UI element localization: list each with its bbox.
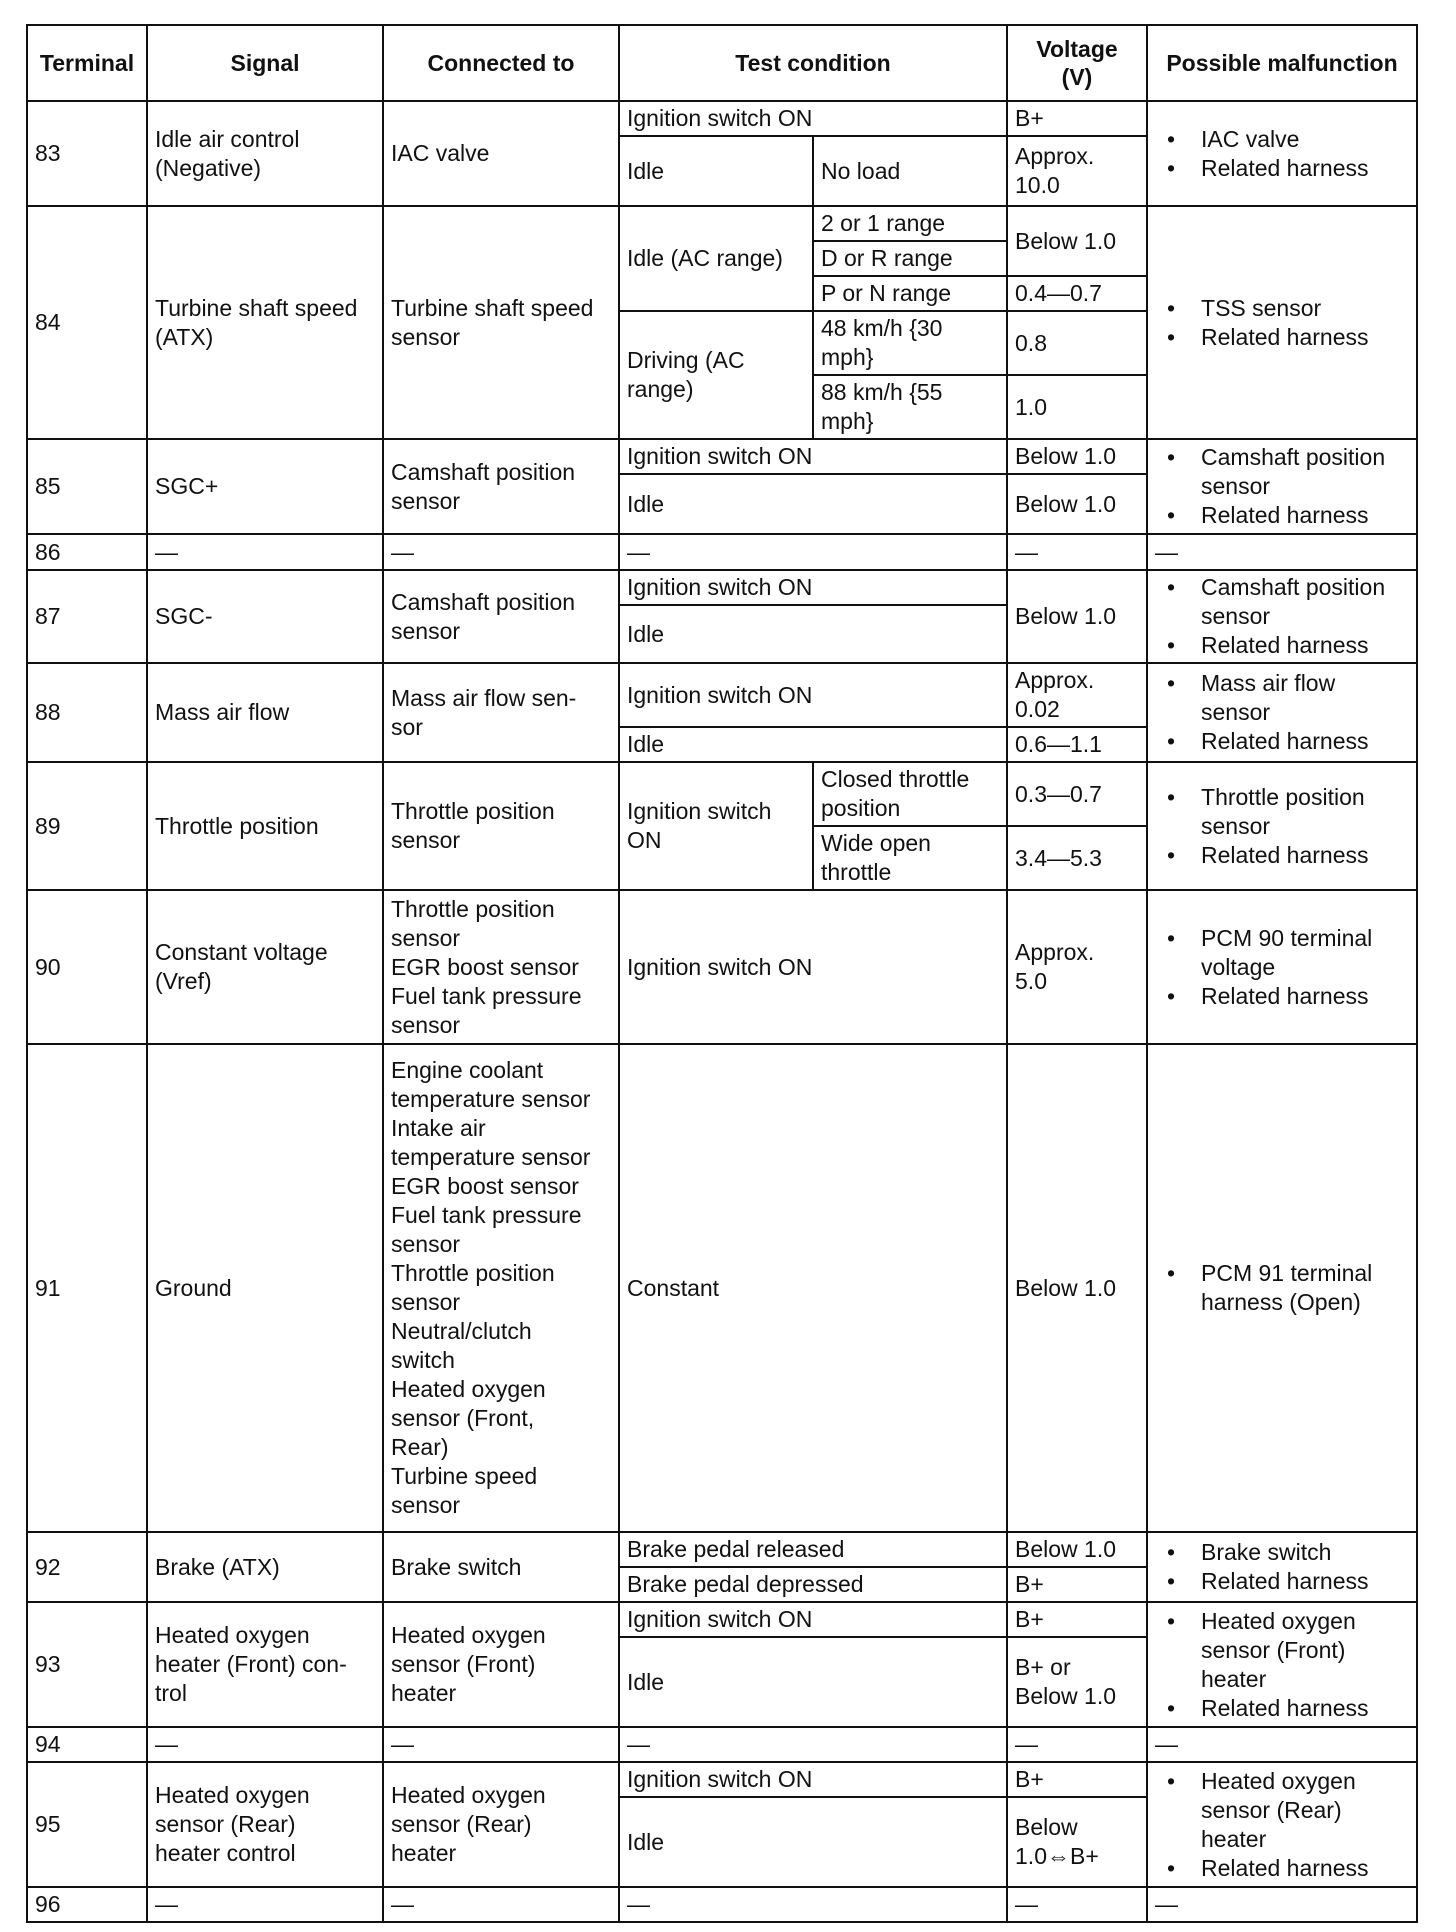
terminal-cell: 91	[27, 1044, 147, 1532]
signal-cell: Throttle position	[147, 762, 383, 890]
malfunction-item: • Heated oxygen sensor (Front) heater	[1161, 1607, 1409, 1694]
signal-cell: Idle air control (Negative)	[147, 101, 383, 206]
table-row	[27, 762, 1417, 826]
malfunction-item: • Related harness	[1161, 1694, 1409, 1723]
malfunction-cell	[1147, 1532, 1417, 1602]
voltage-cell: Below 1.0	[1007, 570, 1147, 663]
voltage-cell: Approx. 0.02	[1007, 663, 1147, 727]
empty-cell: —	[1147, 534, 1417, 570]
connected-to-cell: Camshaft position sensor	[383, 439, 619, 534]
voltage-cell: 1.0	[1007, 375, 1147, 439]
table-row	[27, 1762, 1417, 1797]
test-condition-cell: Ignition switch ON	[619, 101, 1007, 136]
voltage-cell: Approx. 10.0	[1007, 136, 1147, 206]
malfunction-cell	[1147, 1602, 1417, 1727]
empty-cell: —	[619, 1727, 1007, 1762]
malfunction-item: • TSS sensor	[1161, 294, 1409, 323]
header-terminal: Terminal	[27, 25, 147, 101]
signal-cell: Ground	[147, 1044, 383, 1532]
malfunction-item: • Brake switch	[1161, 1538, 1409, 1567]
malfunction-cell	[1147, 663, 1417, 762]
empty-cell: —	[147, 1727, 383, 1762]
malfunction-item: • Related harness	[1161, 1567, 1409, 1596]
test-condition-cell: Idle	[619, 605, 1007, 663]
header-voltage: Voltage (V)	[1007, 25, 1147, 101]
malfunction-item: • Related harness	[1161, 631, 1409, 660]
table-row	[27, 206, 1417, 241]
table-row	[27, 1044, 1417, 1532]
connected-to-cell: Throttle position sensor	[383, 762, 619, 890]
test-condition-cell: Idle	[619, 1797, 1007, 1887]
terminal-cell: 93	[27, 1602, 147, 1727]
malfunction-item: • Related harness	[1161, 727, 1409, 756]
test-condition-cell: Constant	[619, 1044, 1007, 1532]
malfunction-item: • Camshaft position sensor	[1161, 573, 1409, 631]
empty-cell: —	[147, 534, 383, 570]
empty-cell: —	[1007, 1727, 1147, 1762]
test-subcondition-cell: Wide open throttle	[813, 826, 1007, 890]
connected-to-cell: Camshaft position sensor	[383, 570, 619, 663]
signal-cell: SGC+	[147, 439, 383, 534]
terminal-cell: 92	[27, 1532, 147, 1602]
table-row	[27, 1727, 1417, 1762]
malfunction-cell	[1147, 1044, 1417, 1532]
connected-to-cell: Turbine shaft speed sensor	[383, 206, 619, 439]
signal-cell: Turbine shaft speed (ATX)	[147, 206, 383, 439]
test-condition-cell: Ignition switch ON	[619, 1762, 1007, 1797]
signal-cell: Heated oxygen heater (Front) con- trol	[147, 1602, 383, 1727]
empty-cell: —	[1147, 1887, 1417, 1922]
voltage-cell: Below 1.0	[1007, 1532, 1147, 1567]
malfunction-item: • IAC valve	[1161, 125, 1409, 154]
voltage-cell: 3.4—5.3	[1007, 826, 1147, 890]
table-row	[27, 101, 1417, 136]
table-row	[27, 534, 1417, 570]
table-row	[27, 663, 1417, 727]
test-condition-cell: Driving (AC range)	[619, 311, 813, 439]
terminal-cell: 96	[27, 1887, 147, 1922]
malfunction-cell	[1147, 206, 1417, 439]
test-condition-cell: Idle	[619, 474, 1007, 534]
malfunction-item: • Related harness	[1161, 501, 1409, 530]
malfunction-item: • Mass air flow sensor	[1161, 669, 1409, 727]
test-condition-cell: Ignition switch ON	[619, 890, 1007, 1044]
pcm-terminal-voltage-table	[26, 24, 1418, 1923]
malfunction-item: • Related harness	[1161, 982, 1409, 1011]
voltage-cell: B+	[1007, 1762, 1147, 1797]
empty-cell: —	[619, 1887, 1007, 1922]
table-row	[27, 570, 1417, 605]
empty-cell: —	[147, 1887, 383, 1922]
malfunction-cell	[1147, 570, 1417, 663]
test-condition-cell: Ignition switch ON	[619, 1602, 1007, 1637]
malfunction-item: • PCM 91 terminal harness (Open)	[1161, 1259, 1409, 1317]
malfunction-item: • Related harness	[1161, 154, 1409, 183]
signal-cell: Heated oxygen sensor (Rear) heater control	[147, 1762, 383, 1887]
voltage-cell: Below 1.0	[1007, 206, 1147, 276]
connected-to-cell: Engine coolant temperature sensor Intake air temperature sensor EGR boost sensor Fuel tank pressure sensor Throttle position sensor Neutral/clutch switch Heated oxygen sensor (Front, Rear) Turbine speed sensor	[383, 1044, 619, 1532]
connected-to-cell: Throttle position sensor EGR boost sensor Fuel tank pressure sensor	[383, 890, 619, 1044]
test-condition-cell: Ignition switch ON	[619, 570, 1007, 605]
connected-to-cell: IAC valve	[383, 101, 619, 206]
voltage-cell: Below 1.0	[1007, 439, 1147, 474]
header-connected-to: Connected to	[383, 25, 619, 101]
voltage-cell: Approx. 5.0	[1007, 890, 1147, 1044]
test-condition-cell: Idle (AC range)	[619, 206, 813, 311]
empty-cell: —	[383, 534, 619, 570]
malfunction-item: • PCM 90 terminal voltage	[1161, 924, 1409, 982]
header-row	[27, 25, 1417, 101]
signal-cell: Brake (ATX)	[147, 1532, 383, 1602]
test-condition-cell: Idle	[619, 727, 1007, 762]
malfunction-item: • Related harness	[1161, 841, 1409, 870]
terminal-cell: 84	[27, 206, 147, 439]
malfunction-cell	[1147, 439, 1417, 534]
test-condition-cell: Brake pedal depressed	[619, 1567, 1007, 1602]
test-subcondition-cell: P or N range	[813, 276, 1007, 311]
test-subcondition-cell: D or R range	[813, 241, 1007, 276]
terminal-cell: 95	[27, 1762, 147, 1887]
header-possible-malfunction: Possible malfunction	[1147, 25, 1417, 101]
empty-cell: —	[383, 1887, 619, 1922]
connected-to-cell: Mass air flow sen- sor	[383, 663, 619, 762]
voltage-cell: 0.8	[1007, 311, 1147, 375]
table-row	[27, 1887, 1417, 1922]
table-row	[27, 1532, 1417, 1567]
terminal-cell: 85	[27, 439, 147, 534]
malfunction-cell	[1147, 890, 1417, 1044]
test-condition-cell: Idle	[619, 1637, 1007, 1727]
signal-cell: Mass air flow	[147, 663, 383, 762]
voltage-cell: B+	[1007, 1567, 1147, 1602]
malfunction-item: • Related harness	[1161, 323, 1409, 352]
connected-to-cell: Heated oxygen sensor (Front) heater	[383, 1602, 619, 1727]
empty-cell: —	[383, 1727, 619, 1762]
table-row	[27, 1602, 1417, 1637]
voltage-cell: B+	[1007, 101, 1147, 136]
terminal-cell: 89	[27, 762, 147, 890]
test-condition-cell: Ignition switch ON	[619, 762, 813, 890]
terminal-cell: 94	[27, 1727, 147, 1762]
empty-cell: —	[1007, 1887, 1147, 1922]
test-condition-cell: Idle	[619, 136, 813, 206]
voltage-cell: 0.4—0.7	[1007, 276, 1147, 311]
voltage-cell: Below 1.0	[1007, 1044, 1147, 1532]
empty-cell: —	[619, 534, 1007, 570]
header-test-condition: Test condition	[619, 25, 1007, 101]
test-condition-cell: Ignition switch ON	[619, 439, 1007, 474]
voltage-cell: Below 1.0⇔B+	[1007, 1797, 1147, 1887]
test-subcondition-cell: 48 km/h {30 mph}	[813, 311, 1007, 375]
connected-to-cell: Brake switch	[383, 1532, 619, 1602]
signal-cell: SGC-	[147, 570, 383, 663]
terminal-cell: 83	[27, 101, 147, 206]
test-subcondition-cell: 88 km/h {55 mph}	[813, 375, 1007, 439]
empty-cell: —	[1007, 534, 1147, 570]
signal-cell: Constant voltage (Vref)	[147, 890, 383, 1044]
voltage-cell: B+	[1007, 1602, 1147, 1637]
empty-cell: —	[1147, 1727, 1417, 1762]
test-condition-cell: Ignition switch ON	[619, 663, 1007, 727]
malfunction-cell	[1147, 762, 1417, 890]
malfunction-item: • Related harness	[1161, 1854, 1409, 1883]
table-row	[27, 890, 1417, 1044]
voltage-cell: Below 1.0	[1007, 474, 1147, 534]
table-row	[27, 439, 1417, 474]
terminal-cell: 87	[27, 570, 147, 663]
malfunction-item: • Camshaft position sensor	[1161, 443, 1409, 501]
terminal-cell: 86	[27, 534, 147, 570]
test-subcondition-cell: Closed throttle position	[813, 762, 1007, 826]
test-subcondition-cell: No load	[813, 136, 1007, 206]
voltage-cell: 0.3—0.7	[1007, 762, 1147, 826]
test-subcondition-cell: 2 or 1 range	[813, 206, 1007, 241]
terminal-cell: 88	[27, 663, 147, 762]
malfunction-cell	[1147, 1762, 1417, 1887]
header-signal: Signal	[147, 25, 383, 101]
malfunction-item: • Throttle position sensor	[1161, 783, 1409, 841]
malfunction-cell	[1147, 101, 1417, 206]
malfunction-item: • Heated oxygen sensor (Rear) heater	[1161, 1767, 1409, 1854]
test-condition-cell: Brake pedal released	[619, 1532, 1007, 1567]
terminal-cell: 90	[27, 890, 147, 1044]
voltage-cell: B+ or Below 1.0	[1007, 1637, 1147, 1727]
voltage-cell: 0.6—1.1	[1007, 727, 1147, 762]
connected-to-cell: Heated oxygen sensor (Rear) heater	[383, 1762, 619, 1887]
